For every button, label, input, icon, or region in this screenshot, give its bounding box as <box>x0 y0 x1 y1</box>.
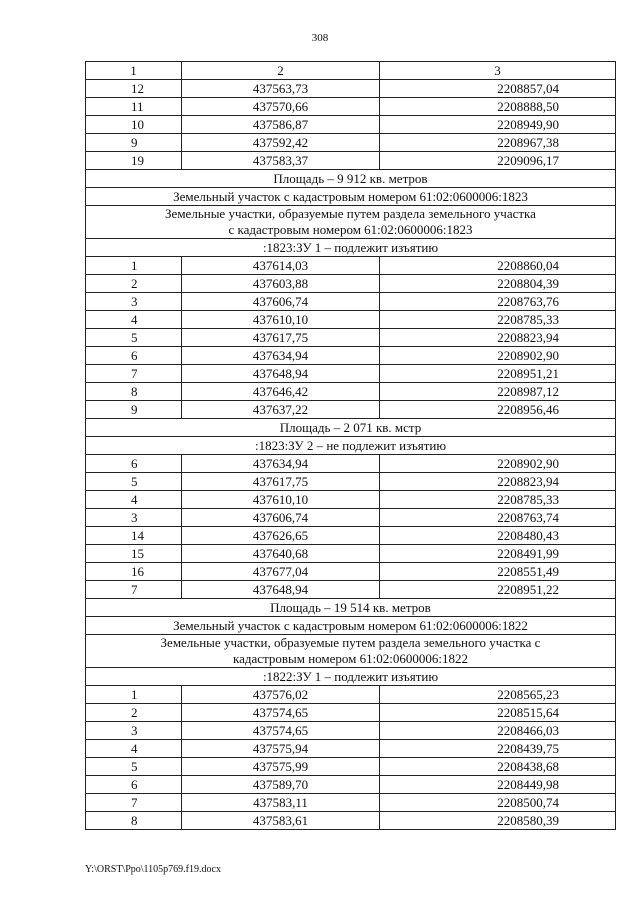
table-row <box>86 80 616 98</box>
x-coordinate-cell: 437583,61 <box>182 812 380 830</box>
y-coordinate-cell: 2209096,17 <box>380 152 616 170</box>
section-caption <box>86 206 616 239</box>
y-coordinate-cell: 2208951,22 <box>380 581 616 599</box>
point-number-cell: 7 <box>86 794 182 812</box>
x-coordinate-cell: 437586,87 <box>182 116 380 134</box>
table-row <box>86 98 616 116</box>
section-caption-line: кадастровым номером 61:02:0600006:1822 <box>232 651 468 666</box>
x-coordinate-cell: 437570,66 <box>182 98 380 116</box>
point-number-cell: 9 <box>86 401 182 419</box>
section-caption-line: Земельные участки, образуемые путем раздела земельного участка <box>165 206 536 221</box>
x-coordinate-cell: 437634,94 <box>182 455 380 473</box>
table-row <box>86 794 616 812</box>
y-coordinate-cell: 2208565,23 <box>380 686 616 704</box>
table-row <box>86 401 616 419</box>
y-coordinate-cell: 2208804,39 <box>380 275 616 293</box>
table-row <box>86 491 616 509</box>
x-coordinate-cell: 437576,02 <box>182 686 380 704</box>
y-coordinate-cell: 2208763,76 <box>380 293 616 311</box>
section-caption: :1823:ЗУ 1 – подлежит изъятию <box>86 239 616 257</box>
point-number-cell: 2 <box>86 704 182 722</box>
x-coordinate-cell: 437575,94 <box>182 740 380 758</box>
table-row <box>86 722 616 740</box>
section-caption-line: Земельные участки, образуемые путем раздела земельного участка с <box>160 635 541 650</box>
point-number-cell: 2 <box>86 275 182 293</box>
point-number-cell: 8 <box>86 812 182 830</box>
x-coordinate-cell: 437648,94 <box>182 365 380 383</box>
x-coordinate-cell: 437603,88 <box>182 275 380 293</box>
table-row <box>86 257 616 275</box>
x-coordinate-cell: 437637,22 <box>182 401 380 419</box>
table-header-row <box>86 62 616 80</box>
point-number-cell: 15 <box>86 545 182 563</box>
point-number-cell: 10 <box>86 116 182 134</box>
table-row <box>86 740 616 758</box>
coordinates-table <box>85 61 616 830</box>
y-coordinate-cell: 2208449,98 <box>380 776 616 794</box>
point-number-cell: 3 <box>86 722 182 740</box>
section-row <box>86 617 616 635</box>
page-number: 308 <box>311 32 329 44</box>
section-caption-line: с кадастровым номером 61:02:0600006:1823 <box>228 222 473 237</box>
x-coordinate-cell: 437614,03 <box>182 257 380 275</box>
y-coordinate-cell: 2208515,64 <box>380 704 616 722</box>
table-row <box>86 134 616 152</box>
section-caption <box>86 635 616 668</box>
y-coordinate-cell: 2208466,03 <box>380 722 616 740</box>
section-caption: Земельный участок с кадастровым номером 61:02:0600006:1822 <box>86 617 616 635</box>
x-coordinate-cell: 437617,75 <box>182 473 380 491</box>
point-number-cell: 6 <box>86 455 182 473</box>
section-row <box>86 635 616 668</box>
x-coordinate-cell: 437563,73 <box>182 80 380 98</box>
x-coordinate-cell: 437592,42 <box>182 134 380 152</box>
table-row <box>86 455 616 473</box>
table-row <box>86 545 616 563</box>
point-number-cell: 1 <box>86 257 182 275</box>
point-number-cell: 5 <box>86 329 182 347</box>
section-row <box>86 668 616 686</box>
table-row <box>86 473 616 491</box>
point-number-cell: 7 <box>86 365 182 383</box>
table-row <box>86 704 616 722</box>
point-number-cell: 1 <box>86 686 182 704</box>
point-number-cell: 12 <box>86 80 182 98</box>
table-row <box>86 116 616 134</box>
table-row <box>86 509 616 527</box>
x-coordinate-cell: 437574,65 <box>182 704 380 722</box>
section-caption: Площадь – 2 071 кв. мстр <box>86 419 616 437</box>
coordinates-table-body <box>86 62 616 830</box>
y-coordinate-cell: 2208491,99 <box>380 545 616 563</box>
x-coordinate-cell: 437617,75 <box>182 329 380 347</box>
x-coordinate-cell: 437574,65 <box>182 722 380 740</box>
y-coordinate-cell: 2208902,90 <box>380 347 616 365</box>
section-row <box>86 419 616 437</box>
y-coordinate-cell: 2208956,46 <box>380 401 616 419</box>
x-coordinate-cell: 437640,68 <box>182 545 380 563</box>
point-number-cell: 19 <box>86 152 182 170</box>
table-row <box>86 293 616 311</box>
section-row <box>86 170 616 188</box>
table-row <box>86 686 616 704</box>
section-row <box>86 206 616 239</box>
table-row <box>86 275 616 293</box>
y-coordinate-cell: 2208949,90 <box>380 116 616 134</box>
point-number-cell: 3 <box>86 509 182 527</box>
y-coordinate-cell: 2208902,90 <box>380 455 616 473</box>
table-row <box>86 383 616 401</box>
y-coordinate-cell: 2208551,49 <box>380 563 616 581</box>
y-coordinate-cell: 2208480,43 <box>380 527 616 545</box>
y-coordinate-cell: 2208967,38 <box>380 134 616 152</box>
column-header-y: 3 <box>380 62 616 80</box>
point-number-cell: 8 <box>86 383 182 401</box>
x-coordinate-cell: 437575,99 <box>182 758 380 776</box>
table-row <box>86 347 616 365</box>
section-caption: Площадь – 9 912 кв. метров <box>86 170 616 188</box>
y-coordinate-cell: 2208823,94 <box>380 473 616 491</box>
y-coordinate-cell: 2208763,74 <box>380 509 616 527</box>
y-coordinate-cell: 2208823,94 <box>380 329 616 347</box>
x-coordinate-cell: 437648,94 <box>182 581 380 599</box>
file-path-footer: Y:\ORST\Ppo\1105p769.f19.docx <box>85 864 221 875</box>
section-row <box>86 239 616 257</box>
point-number-cell: 5 <box>86 473 182 491</box>
column-header-x: 2 <box>182 62 380 80</box>
point-number-cell: 11 <box>86 98 182 116</box>
x-coordinate-cell: 437606,74 <box>182 509 380 527</box>
point-number-cell: 16 <box>86 563 182 581</box>
table-row <box>86 365 616 383</box>
point-number-cell: 5 <box>86 758 182 776</box>
point-number-cell: 14 <box>86 527 182 545</box>
y-coordinate-cell: 2208951,21 <box>380 365 616 383</box>
point-number-cell: 4 <box>86 491 182 509</box>
point-number-cell: 4 <box>86 311 182 329</box>
x-coordinate-cell: 437606,74 <box>182 293 380 311</box>
section-row <box>86 188 616 206</box>
point-number-cell: 6 <box>86 776 182 794</box>
x-coordinate-cell: 437677,04 <box>182 563 380 581</box>
y-coordinate-cell: 2208438,68 <box>380 758 616 776</box>
x-coordinate-cell: 437634,94 <box>182 347 380 365</box>
y-coordinate-cell: 2208500,74 <box>380 794 616 812</box>
table-row <box>86 776 616 794</box>
table-row <box>86 812 616 830</box>
point-number-cell: 3 <box>86 293 182 311</box>
section-caption: :1822:ЗУ 1 – подлежит изъятию <box>86 668 616 686</box>
section-caption: :1823:ЗУ 2 – не подлежит изъятию <box>86 437 616 455</box>
y-coordinate-cell: 2208987,12 <box>380 383 616 401</box>
x-coordinate-cell: 437583,11 <box>182 794 380 812</box>
x-coordinate-cell: 437583,37 <box>182 152 380 170</box>
table-row <box>86 152 616 170</box>
y-coordinate-cell: 2208857,04 <box>380 80 616 98</box>
point-number-cell: 9 <box>86 134 182 152</box>
column-header-number: 1 <box>86 62 182 80</box>
y-coordinate-cell: 2208888,50 <box>380 98 616 116</box>
section-caption: Земельный участок с кадастровым номером 61:02:0600006:1823 <box>86 188 616 206</box>
point-number-cell: 6 <box>86 347 182 365</box>
x-coordinate-cell: 437610,10 <box>182 491 380 509</box>
x-coordinate-cell: 437626,65 <box>182 527 380 545</box>
y-coordinate-cell: 2208785,33 <box>380 311 616 329</box>
x-coordinate-cell: 437610,10 <box>182 311 380 329</box>
section-row <box>86 599 616 617</box>
y-coordinate-cell: 2208860,04 <box>380 257 616 275</box>
point-number-cell: 7 <box>86 581 182 599</box>
table-row <box>86 758 616 776</box>
table-row <box>86 581 616 599</box>
table-row <box>86 329 616 347</box>
y-coordinate-cell: 2208785,33 <box>380 491 616 509</box>
y-coordinate-cell: 2208439,75 <box>380 740 616 758</box>
point-number-cell: 4 <box>86 740 182 758</box>
table-row <box>86 527 616 545</box>
y-coordinate-cell: 2208580,39 <box>380 812 616 830</box>
x-coordinate-cell: 437589,70 <box>182 776 380 794</box>
section-caption: Площадь – 19 514 кв. метров <box>86 599 616 617</box>
table-row <box>86 311 616 329</box>
section-row <box>86 437 616 455</box>
x-coordinate-cell: 437646,42 <box>182 383 380 401</box>
table-row <box>86 563 616 581</box>
